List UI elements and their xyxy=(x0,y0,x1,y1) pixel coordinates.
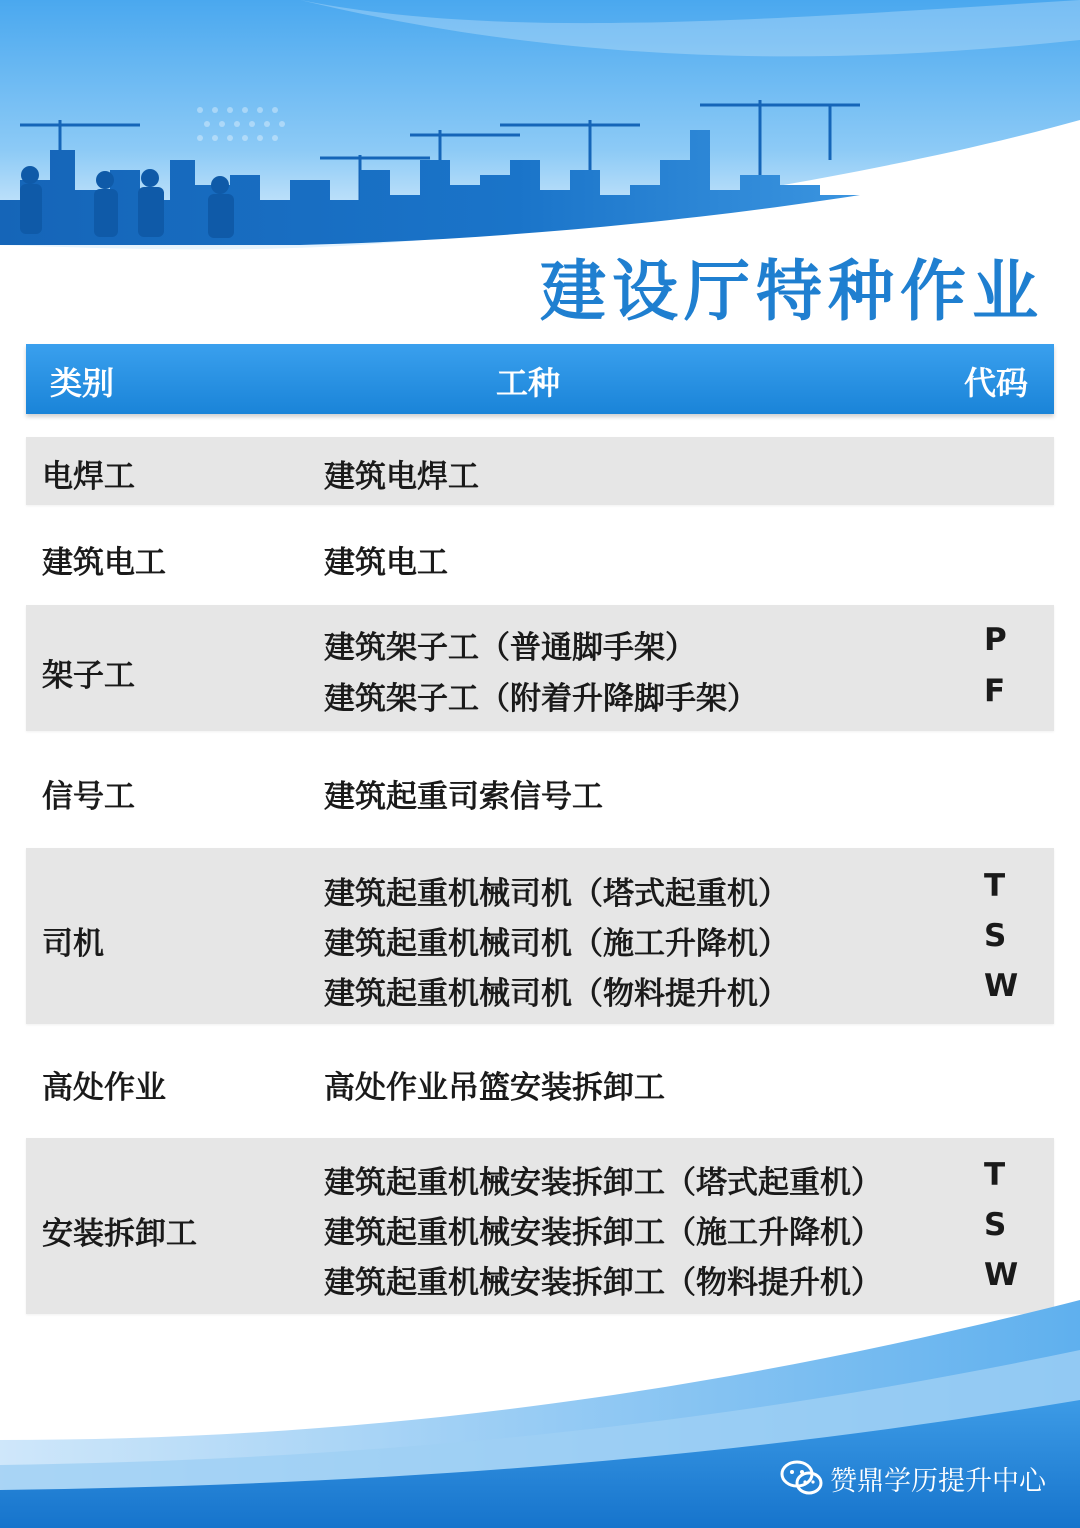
row-item xyxy=(324,918,1044,968)
watermark-text: 赞鼎学历提升中心 xyxy=(830,1465,1046,1497)
table-header xyxy=(26,344,1054,414)
row-item xyxy=(324,1207,1044,1257)
table-row xyxy=(26,522,1054,590)
item-name: 建筑架子工（普通脚手架） xyxy=(324,630,696,666)
table-row xyxy=(26,848,1054,1024)
row-item xyxy=(324,673,1044,723)
row-category: 信号工 xyxy=(42,779,135,815)
header-type: 工种 xyxy=(496,364,561,402)
item-code: T xyxy=(984,1157,1006,1193)
item-name: 建筑起重机械安装拆卸工（塔式起重机） xyxy=(324,1165,882,1201)
item-code: F xyxy=(984,673,1006,709)
item-code: P xyxy=(984,622,1007,658)
table-row xyxy=(26,605,1054,731)
row-item xyxy=(324,1157,1044,1207)
item-name: 建筑架子工（附着升降脚手架） xyxy=(324,681,758,717)
item-name: 建筑电工 xyxy=(324,545,448,581)
item-name: 建筑起重机械司机（塔式起重机） xyxy=(324,876,789,912)
item-name: 建筑起重机械安装拆卸工（施工升降机） xyxy=(324,1215,882,1251)
table-row xyxy=(26,1138,1054,1314)
row-category: 电焊工 xyxy=(42,459,135,495)
item-code: T xyxy=(984,868,1006,904)
item-code: S xyxy=(984,918,1007,954)
item-name: 建筑起重司索信号工 xyxy=(324,779,603,815)
item-name: 建筑电焊工 xyxy=(324,459,479,495)
item-name: 建筑起重机械安装拆卸工（物料提升机） xyxy=(324,1265,882,1301)
wechat-icon xyxy=(780,1459,824,1497)
page-title: 建设厅特种作业 xyxy=(540,253,1044,330)
table-row xyxy=(26,756,1054,826)
row-category: 高处作业 xyxy=(42,1070,166,1106)
row-item xyxy=(324,537,1044,587)
header-code: 代码 xyxy=(963,364,1028,402)
item-name: 建筑起重机械司机（施工升降机） xyxy=(324,926,789,962)
row-category: 司机 xyxy=(42,926,104,962)
item-name: 建筑起重机械司机（物料提升机） xyxy=(324,976,789,1012)
row-category: 架子工 xyxy=(42,658,135,694)
header-category: 类别 xyxy=(50,364,115,402)
row-item xyxy=(324,868,1044,918)
row-item xyxy=(324,451,1044,501)
table-row xyxy=(26,1046,1054,1118)
table-row xyxy=(26,437,1054,505)
row-category: 建筑电工 xyxy=(42,545,166,581)
watermark xyxy=(780,1456,1046,1500)
row-item xyxy=(324,622,1044,672)
row-category: 安装拆卸工 xyxy=(42,1216,197,1252)
item-code: W xyxy=(984,1257,1019,1293)
item-code: S xyxy=(984,1207,1007,1243)
item-code: W xyxy=(984,968,1019,1004)
row-item xyxy=(324,968,1044,1018)
row-item xyxy=(324,1062,1044,1112)
row-item xyxy=(324,771,1044,821)
item-name: 高处作业吊篮安装拆卸工 xyxy=(324,1070,665,1106)
